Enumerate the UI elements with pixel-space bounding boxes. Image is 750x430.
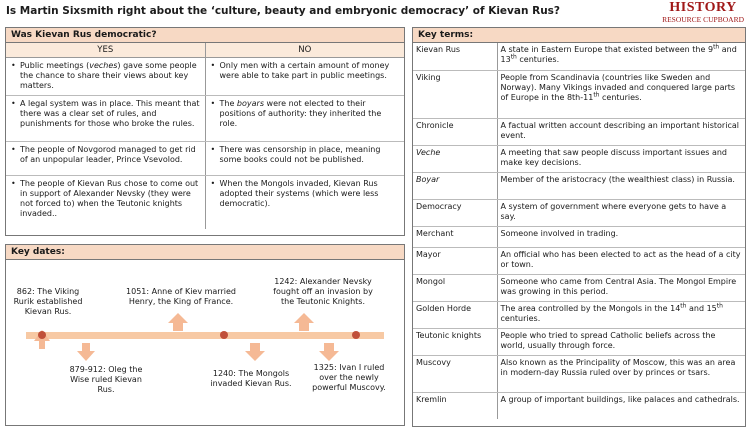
date-event: 1242: Alexander Nevsky fought off an invasion by the Teutonic Knights.	[273, 277, 373, 306]
yes-point: • The people of Kievan Rus chose to come out in support of Alexander Nevsky (they were not forced to) when the Teutonic knights invaded..	[6, 175, 205, 229]
date-event: 1240: The Mongols invaded Kievan Rus.	[210, 369, 292, 388]
yes-point: • A legal system was in place. This meant that there was a clear set of rules, and punishments for those who broke the rules.	[6, 95, 205, 141]
timeline-dot-1240	[220, 331, 228, 339]
no-point: • The boyars were not elected to their positions of authority: they inherited the role.	[205, 95, 404, 141]
page-title: Is Martin Sixsmith right about the ‘culture, beauty and embryonic democracy’ of Kievan Rus?	[6, 5, 561, 17]
table-row	[413, 392, 745, 419]
term-definition: People who tried to spread Catholic beliefs across the world, usually through force.	[497, 328, 745, 355]
arrow-up-1242	[294, 313, 314, 331]
table-row	[413, 328, 745, 355]
table-row	[413, 172, 745, 199]
term-definition: A system of government where everyone gets to have a say.	[497, 199, 745, 226]
term-definition: Someone who came from Central Asia. The Mongol Empire was growing in this period.	[497, 274, 745, 301]
table-row	[6, 141, 404, 175]
no-point: • Only men with a certain amount of money were able to take part in public meetings.	[205, 57, 404, 95]
date-event: 879-912: Oleg the Wise ruled Kievan Rus.	[69, 365, 143, 394]
date-event: 1325: Ivan I ruled over the newly powerful Muscovy.	[312, 363, 386, 392]
arrow-down-1240	[245, 343, 265, 361]
term-definition: A state in Eastern Europe that existed between the 9th and 13th centuries.	[497, 43, 745, 70]
term-name: Muscovy	[413, 355, 497, 392]
table-row	[413, 301, 745, 328]
table-row	[413, 43, 745, 70]
term-name: Teutonic knights	[413, 328, 497, 355]
table-row	[413, 226, 745, 247]
democratic-heading: Was Kievan Rus democratic?	[6, 28, 404, 43]
timeline-dot-1325	[352, 331, 360, 339]
table-row	[6, 175, 404, 229]
arrow-down-1325	[319, 343, 339, 361]
term-name: Kievan Rus	[413, 43, 497, 70]
term-definition: A meeting that saw people discuss important issues and make key decisions.	[497, 145, 745, 172]
term-definition: An official who has been elected to act as the head of a city or town.	[497, 247, 745, 274]
table-row	[6, 57, 404, 95]
timeline-arrows	[6, 245, 404, 425]
date-event: 1051: Anne of Kiev married Henry, the King of France.	[126, 287, 236, 306]
table-row	[413, 199, 745, 226]
term-definition: A factual written account describing an important historical event.	[497, 118, 745, 145]
term-name: Boyar	[413, 172, 497, 199]
term-name: Kremlin	[413, 392, 497, 419]
democratic-panel	[5, 27, 405, 236]
arrow-down-879	[77, 343, 95, 361]
key-terms-panel	[412, 27, 746, 427]
logo-line-2: RESOURCE CUPBOARD	[662, 15, 744, 24]
table-row	[413, 145, 745, 172]
key-terms-table	[413, 43, 745, 419]
term-name: Viking	[413, 70, 497, 118]
term-definition: Member of the aristocracy (the wealthiest class) in Russia.	[497, 172, 745, 199]
term-name: Veche	[413, 145, 497, 172]
timeline-dot-862	[38, 331, 46, 339]
table-row	[6, 95, 404, 141]
veches-term: veches	[89, 60, 118, 70]
term-name: Democracy	[413, 199, 497, 226]
arrow-up-1051	[168, 313, 188, 331]
yes-column-header: YES	[6, 43, 205, 57]
table-row	[413, 70, 745, 118]
date-event: 862: The Viking Rurik established Kievan Rus.	[13, 287, 83, 316]
term-definition: The area controlled by the Mongols in the 14th and 15th centuries.	[497, 301, 745, 328]
yes-point: • Public meetings (veches) gave some people the chance to share their views about key matters.	[6, 57, 205, 95]
term-name: Mayor	[413, 247, 497, 274]
table-row	[413, 355, 745, 392]
key-dates-panel	[5, 244, 405, 426]
boyars-term: boyars	[236, 98, 264, 108]
term-name: Golden Horde	[413, 301, 497, 328]
term-definition: A group of important buildings, like palaces and cathedrals.	[500, 394, 740, 404]
term-name: Chronicle	[413, 118, 497, 145]
term-definition: Someone involved in trading.	[497, 226, 745, 247]
key-terms-heading: Key terms:	[413, 28, 745, 43]
table-row	[413, 274, 745, 301]
term-definition: People from Scandinavia (countries like Sweden and Norway). Many Vikings invaded and conquered large parts of Europe in the 8th-11th centuries.	[497, 70, 745, 118]
key-dates-heading: Key dates:	[6, 245, 404, 260]
yes-no-table	[6, 43, 404, 229]
history-resource-cupboard-logo	[662, 1, 744, 24]
term-name: Mongol	[413, 274, 497, 301]
logo-line-1: HISTORY	[669, 0, 737, 15]
no-point: • There was censorship in place, meaning some books could not be published.	[205, 141, 404, 175]
table-row	[413, 118, 745, 145]
table-row	[413, 247, 745, 274]
term-definition: Also known as the Principality of Moscow, this was an area in modern-day Russia ruled over by princes or tsars.	[497, 355, 745, 392]
no-point: • When the Mongols invaded, Kievan Rus adopted their systems (which were less democratic).	[205, 175, 404, 229]
yes-point: • The people of Novgorod managed to get rid of an unpopular leader, Prince Vsevolod.	[6, 141, 205, 175]
term-name: Merchant	[413, 226, 497, 247]
no-column-header: NO	[205, 43, 404, 57]
